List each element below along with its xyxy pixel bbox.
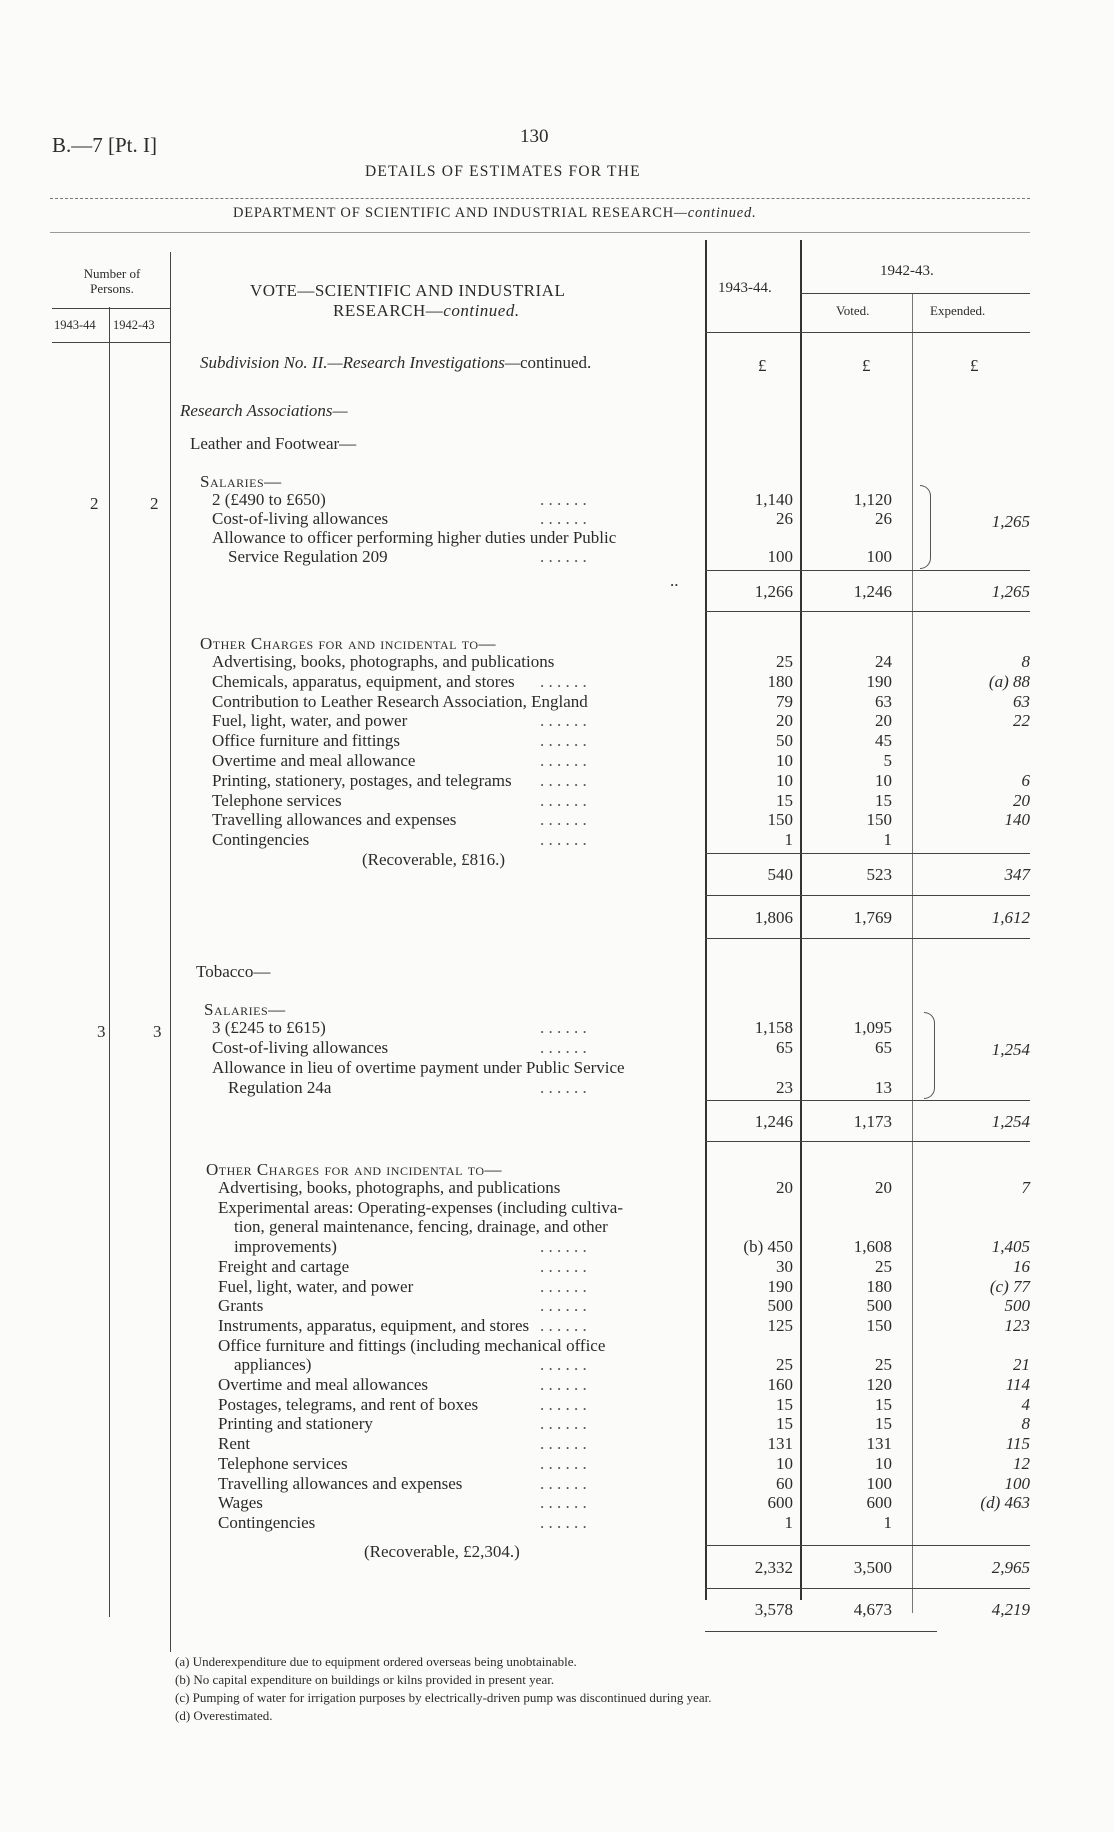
tobacco-salaries-total-est: 1,246 [754, 1112, 793, 1131]
department-title [233, 205, 757, 222]
leather-oc-row-est-value: 10 [776, 770, 793, 790]
leather-salary-row-leader-dots: . . . . . . [540, 547, 587, 566]
tobacco-oc-row-leader-dots: . . . . . . [540, 1315, 587, 1335]
tobacco-oc-row-voted-value: 600 [866, 1493, 892, 1513]
tobacco-oc-row-voted-value: 20 [875, 1178, 892, 1197]
leather-recoverable: (Recoverable, £816.) [362, 850, 506, 869]
tobacco-oc-row-est-value: 131 [767, 1434, 793, 1454]
leather-oc-row-leader-dots: . . . . . . [540, 790, 587, 810]
leather-oc-row-leader-dots: . . . . . . [540, 770, 587, 790]
tobacco-persons-1942: 3 [153, 1022, 162, 1041]
tobacco-oc-row-label: Advertising, books, photographs, and publications [218, 1178, 561, 1197]
tobacco-salary-row-voted-value: 13 [875, 1078, 892, 1097]
department-name: DEPARTMENT OF SCIENTIFIC AND INDUSTRIAL RESEARCH [233, 205, 675, 221]
tobacco-oc-row-est-value: 30 [776, 1256, 793, 1276]
tobacco-salary-row-voted-value: 65 [875, 1038, 892, 1057]
leather-oc-row-label: Advertising, books, photographs, and publications [212, 652, 555, 671]
tobacco-oc-row-label: Wages [218, 1493, 263, 1513]
tobacco-oc-total-expended: 2,965 [991, 1558, 1030, 1577]
tobacco-oc-row-exp-value: 1,405 [991, 1237, 1030, 1257]
leather-oc-row-leader-dots: . . . . . . [540, 810, 587, 830]
leather-oc-row-est-value: 50 [776, 731, 793, 751]
tobacco-oc-row-label: Office furniture and fittings (including mechanical office [218, 1335, 606, 1355]
leather-oc-row-exp-value: 8 [1021, 652, 1030, 671]
tobacco-salary-row-label: Cost-of-living allowances [212, 1038, 389, 1057]
leather-total-est: 1,806 [754, 908, 793, 927]
leather-oc-row-est-value: 180 [767, 671, 793, 691]
leather-salary-row-voted-value: 100 [866, 547, 892, 566]
leather-oc-row-label: Fuel, light, water, and power [212, 711, 408, 731]
tobacco-salary-row-leader-dots: . . . . . . [540, 1078, 587, 1097]
tobacco-salary-row-leader-dots: . . . . . . [540, 1018, 587, 1037]
voted-header: Voted. [836, 303, 870, 318]
tobacco-oc-row-est-value: 10 [776, 1453, 793, 1473]
tobacco-oc-row-exp-value: 500 [1004, 1296, 1030, 1316]
leather-oc-row-leader-dots: . . . . . . [540, 711, 587, 731]
leather-salaries-total-rule-bottom [705, 611, 1030, 612]
leather-oc-row-est-value: 10 [776, 751, 793, 770]
tobacco-oc-row-label: Experimental areas: Operating-expenses (including cultiva- [218, 1197, 624, 1217]
tobacco-oc-row-label: appliances) [234, 1355, 312, 1375]
tobacco-oc-row-leader-dots: . . . . . . [540, 1473, 587, 1493]
tobacco-oc-row-label: Postages, telegrams, and rent of boxes [218, 1394, 479, 1414]
header-bottom-rule [705, 332, 1030, 333]
leather-salary-row-leader-dots: . . . . . . [540, 509, 587, 528]
leather-total-expended: 1,612 [991, 908, 1030, 927]
leather-salaries-brace [920, 485, 931, 569]
leather-oc-row-voted-value: 150 [866, 810, 892, 830]
tobacco-oc-row-exp-value: 16 [1013, 1256, 1030, 1276]
tobacco-oc-row-est-value: 125 [767, 1315, 793, 1335]
department-continued: —continued. [674, 205, 757, 221]
tobacco-salary-row-label: Allowance in lieu of overtime payment under Public Service [212, 1058, 625, 1077]
page-title: DETAILS OF ESTIMATES FOR THE [365, 163, 641, 180]
tobacco-oc-row-exp-value: 114 [1005, 1375, 1030, 1394]
persons-col-1943: 1943-44 [54, 318, 96, 332]
tobacco-oc-row-exp-value: (c) 77 [989, 1276, 1030, 1296]
leather-oc-row-voted-value: 5 [883, 751, 892, 770]
currency-expended: £ [970, 356, 979, 375]
leather-oc-row-est-value: 150 [767, 810, 793, 830]
leather-heading: Leather and Footwear— [190, 434, 357, 453]
year-est-header: 1943-44. [718, 280, 772, 296]
leather-total-rule-bottom [705, 938, 1030, 939]
tobacco-oc-row-voted-value: 15 [875, 1394, 892, 1414]
tobacco-oc-row-voted-value: 180 [866, 1276, 892, 1296]
leather-salaries-total-est: 1,266 [754, 582, 793, 601]
tobacco-oc-row-exp-value: 12 [1013, 1453, 1030, 1473]
leather-salary-row-voted-value: 1,120 [853, 490, 892, 509]
leather-oc-row-leader-dots: . . . . . . [540, 671, 587, 691]
leather-salary-row-est-value: 26 [776, 509, 793, 528]
tobacco-oc-row-leader-dots: . . . . . . [540, 1453, 587, 1473]
tobacco-oc-row-exp-value: 100 [1004, 1473, 1030, 1493]
leather-oc-row-exp-value: 140 [1004, 810, 1030, 830]
leather-oc-total-voted: 523 [866, 865, 892, 884]
tobacco-oc-total-rule-top [705, 1545, 1030, 1546]
tobacco-total-expended: 4,219 [991, 1600, 1030, 1619]
persons-divider [109, 307, 110, 1617]
tobacco-other-charges-heading: Other Charges for and incidental to— [206, 1160, 503, 1179]
leather-oc-row-label: Overtime and meal allowance [212, 751, 416, 770]
header-rule [50, 198, 1030, 199]
leather-oc-row-est-value: 25 [776, 652, 793, 671]
tobacco-oc-row-label: tion, general maintenance, fencing, drainage, and other [234, 1217, 608, 1237]
tobacco-salaries-total-expended: 1,254 [991, 1112, 1030, 1131]
leather-salary-row-leader-dots: . . . . . . [540, 490, 587, 509]
tobacco-oc-row-leader-dots: . . . . . . [540, 1434, 587, 1454]
persons-header: Number of Persons. [83, 266, 141, 296]
persons-bottom-rule [52, 342, 170, 343]
tobacco-salary-row-voted-value: 1,095 [853, 1018, 892, 1037]
tobacco-oc-row-label: Contingencies [218, 1512, 316, 1532]
tobacco-salary-row-est-value: 65 [776, 1038, 793, 1057]
tobacco-total-est: 3,578 [754, 1600, 793, 1619]
tobacco-oc-row-est-value: 60 [776, 1473, 793, 1493]
leather-oc-row-exp-value: 6 [1021, 770, 1030, 790]
tobacco-total-rule-bottom [705, 1631, 937, 1632]
tobacco-oc-row-voted-value: 1,608 [853, 1237, 892, 1257]
tobacco-persons-1943: 3 [97, 1022, 106, 1041]
subdivision-title: Subdivision No. II.—Research Investigations— [200, 353, 520, 372]
tobacco-oc-row-voted-value: 150 [866, 1315, 892, 1335]
leather-oc-row-exp-value: (a) 88 [988, 671, 1030, 691]
currency-est: £ [758, 356, 767, 375]
tobacco-oc-row-leader-dots: . . . . . . [540, 1276, 587, 1296]
persons-header-rule [52, 308, 170, 309]
tobacco-oc-row-exp-value: 21 [1013, 1355, 1030, 1375]
currency-voted: £ [862, 356, 871, 375]
leather-oc-row-leader-dots: . . . . . . [540, 731, 587, 751]
leather-oc-row-label: Chemicals, apparatus, equipment, and stores [212, 671, 515, 691]
tobacco-oc-row-exp-value: 4 [1021, 1394, 1030, 1414]
leather-oc-row-exp-value: 20 [1013, 790, 1030, 810]
leather-oc-row-exp-value: 63 [1013, 691, 1030, 711]
leather-oc-row-leader-dots: . . . . . . [540, 830, 587, 850]
leather-salary-row-label: Service Regulation 209 [228, 547, 388, 566]
tobacco-oc-row-label: Instruments, apparatus, equipment, and stores [218, 1315, 530, 1335]
tobacco-oc-total-voted: 3,500 [853, 1558, 892, 1577]
tobacco-oc-row-voted-value: 500 [866, 1296, 892, 1316]
leather-oc-row-voted-value: 15 [875, 790, 892, 810]
footnote-a: (a) Underexpenditure due to equipment ordered overseas being unobtainable. [175, 1654, 577, 1669]
tobacco-oc-row-est-value: 15 [776, 1414, 793, 1434]
leather-oc-row-est-value: 20 [776, 711, 793, 731]
tobacco-oc-row-voted-value: 25 [875, 1256, 892, 1276]
page-ref: B.—7 [Pt. I] [52, 133, 157, 157]
leather-salaries-expended: 1,265 [991, 512, 1030, 531]
leather-total-voted: 1,769 [853, 908, 892, 927]
tobacco-oc-row-est-value: 15 [776, 1394, 793, 1414]
table-top-rule [50, 232, 1030, 233]
leather-other-charges-heading: Other Charges for and incidental to— [200, 634, 497, 653]
subdivision-continued: continued. [519, 353, 592, 372]
tobacco-oc-row-leader-dots: . . . . . . [540, 1355, 587, 1375]
tobacco-oc-row-voted-value: 15 [875, 1414, 892, 1434]
leather-oc-row-exp-value: 22 [1013, 711, 1030, 731]
tobacco-oc-row-est-value: 190 [767, 1276, 793, 1296]
year-prev-header: 1942-43. [880, 263, 934, 279]
tobacco-oc-row-label: Rent [218, 1434, 251, 1454]
footnote-d: (d) Overestimated. [175, 1708, 273, 1723]
page-number: 130 [520, 126, 549, 147]
tobacco-oc-row-label: Grants [218, 1296, 264, 1316]
leather-persons-1942: 2 [150, 494, 159, 513]
leather-salary-row-label: 2 (£490 to £650) [212, 490, 326, 509]
tobacco-oc-row-est-value: 25 [776, 1355, 793, 1375]
leather-oc-row-voted-value: 190 [866, 671, 892, 691]
leather-oc-row-label: Printing, stationery, postages, and telegrams [212, 770, 512, 790]
tobacco-oc-row-exp-value: (d) 463 [980, 1493, 1030, 1513]
research-associations-heading: Research Associations— [180, 401, 348, 420]
tobacco-heading: Tobacco— [196, 962, 271, 981]
leather-oc-row-leader-dots: . . . . . . [540, 751, 587, 770]
tobacco-salaries-heading: Salaries— [204, 1000, 286, 1019]
leather-oc-row-voted-value: 24 [875, 652, 892, 671]
tobacco-oc-row-leader-dots: . . . . . . [540, 1394, 587, 1414]
tobacco-salaries-total-rule-top [705, 1100, 1030, 1101]
tobacco-oc-row-leader-dots: . . . . . . [540, 1296, 587, 1316]
expended-header: Expended. [930, 303, 986, 318]
tobacco-salary-row-est-value: 1,158 [754, 1018, 793, 1037]
tobacco-oc-row-exp-value: 123 [1004, 1315, 1030, 1335]
tobacco-oc-row-est-value: 1 [784, 1512, 793, 1532]
tobacco-oc-total-est: 2,332 [754, 1558, 793, 1577]
vote-title-line1: VOTE—SCIENTIFIC AND INDUSTRIAL [250, 281, 566, 300]
tobacco-oc-row-est-value: 600 [767, 1493, 793, 1513]
leather-oc-row-label: Contribution to Leather Research Association, England [212, 691, 588, 711]
leather-oc-row-label: Office furniture and fittings [212, 731, 401, 751]
leather-salary-row-label: Allowance to officer performing higher duties under Public [212, 528, 617, 547]
leather-oc-row-est-value: 79 [776, 691, 793, 711]
tobacco-oc-row-leader-dots: . . . . . . [540, 1256, 587, 1276]
tobacco-oc-row-est-value: 500 [767, 1296, 793, 1316]
tobacco-oc-row-label: Printing and stationery [218, 1414, 373, 1434]
tobacco-total-rule-top [705, 1588, 1030, 1589]
tobacco-oc-row-label: Overtime and meal allowances [218, 1375, 429, 1394]
tobacco-oc-row-label: Fuel, light, water, and power [218, 1276, 414, 1296]
leather-oc-row-voted-value: 20 [875, 711, 892, 731]
leather-salary-row-est-value: 1,140 [754, 490, 793, 509]
leather-oc-total-est: 540 [767, 865, 793, 884]
tobacco-salary-row-leader-dots: . . . . . . [540, 1038, 587, 1057]
tobacco-oc-row-exp-value: 115 [1005, 1434, 1030, 1454]
persons-col-1942: 1942-43 [113, 318, 155, 332]
leather-persons-1943: 2 [90, 494, 99, 513]
tobacco-oc-row-label: Freight and cartage [218, 1256, 350, 1276]
tobacco-oc-row-est-value: (b) 450 [743, 1237, 793, 1257]
tobacco-total-voted: 4,673 [853, 1600, 892, 1619]
tobacco-oc-row-exp-value: 7 [1021, 1178, 1030, 1197]
tobacco-salaries-total-voted: 1,173 [853, 1112, 892, 1131]
tobacco-oc-row-voted-value: 100 [866, 1473, 892, 1493]
tobacco-oc-row-leader-dots: . . . . . . [540, 1375, 587, 1394]
leather-oc-row-label: Telephone services [212, 790, 342, 810]
tobacco-salary-row-est-value: 23 [776, 1078, 793, 1097]
leather-salaries-total-rule-top [705, 570, 1030, 571]
tobacco-oc-row-voted-value: 10 [875, 1453, 892, 1473]
tobacco-oc-row-est-value: 20 [776, 1178, 793, 1197]
leather-oc-row-est-value: 15 [776, 790, 793, 810]
footnote-c: (c) Pumping of water for irrigation purposes by electrically-driven pump was discontinued during year. [175, 1690, 712, 1705]
tobacco-oc-row-label: Telephone services [218, 1453, 348, 1473]
subdivision-heading [200, 353, 591, 373]
leather-salaries-total-expended: 1,265 [991, 582, 1030, 601]
leather-oc-row-voted-value: 10 [875, 770, 892, 790]
persons-right-rule [170, 252, 171, 1652]
tobacco-salaries-total-rule-bottom [705, 1141, 1030, 1142]
tobacco-oc-row-voted-value: 131 [866, 1434, 892, 1454]
leather-salary-row-label: Cost-of-living allowances [212, 509, 389, 528]
tobacco-oc-row-voted-value: 1 [883, 1512, 892, 1532]
tobacco-salaries-brace [924, 1012, 935, 1099]
leather-oc-row-label: Travelling allowances and expenses [212, 810, 457, 830]
vote-title-continued: continued. [443, 301, 520, 320]
tobacco-oc-row-leader-dots: . . . . . . [540, 1237, 587, 1257]
leather-salary-row-voted-value: 26 [875, 509, 892, 528]
leather-oc-row-voted-value: 45 [875, 731, 892, 751]
leather-salaries-total-leader: .. [670, 571, 679, 590]
tobacco-oc-row-leader-dots: . . . . . . [540, 1512, 587, 1532]
tobacco-recoverable: (Recoverable, £2,304.) [364, 1542, 520, 1561]
tobacco-oc-row-exp-value: 8 [1021, 1414, 1030, 1434]
tobacco-oc-row-label: improvements) [234, 1237, 337, 1257]
leather-oc-row-voted-value: 63 [875, 691, 892, 711]
leather-salaries-total-voted: 1,246 [853, 582, 892, 601]
year-prev-rule [800, 293, 1030, 294]
leather-oc-row-voted-value: 1 [883, 830, 892, 850]
tobacco-oc-row-est-value: 160 [767, 1375, 793, 1394]
leather-salary-row-est-value: 100 [767, 547, 793, 566]
tobacco-oc-row-leader-dots: . . . . . . [540, 1493, 587, 1513]
footnote-b: (b) No capital expenditure on buildings or kilns provided in present year. [175, 1672, 555, 1687]
tobacco-salary-row-label: 3 (£245 to £615) [212, 1018, 326, 1037]
tobacco-oc-row-label: Travelling allowances and expenses [218, 1473, 463, 1493]
vote-title-line2 [333, 301, 520, 321]
leather-oc-total-rule-top [705, 853, 1030, 854]
vote-title-research: RESEARCH— [333, 301, 444, 320]
leather-total-rule-top [705, 895, 1030, 896]
leather-oc-total-expended: 347 [1004, 865, 1030, 884]
tobacco-oc-row-voted-value: 25 [875, 1355, 892, 1375]
tobacco-oc-row-voted-value: 120 [866, 1375, 892, 1394]
leather-oc-row-label: Contingencies [212, 830, 310, 850]
tobacco-salary-row-label: Regulation 24a [228, 1078, 332, 1097]
leather-oc-row-est-value: 1 [784, 830, 793, 850]
leather-salaries-heading: Salaries— [200, 472, 282, 491]
tobacco-oc-row-leader-dots: . . . . . . [540, 1414, 587, 1434]
tobacco-salaries-expended: 1,254 [991, 1040, 1030, 1059]
